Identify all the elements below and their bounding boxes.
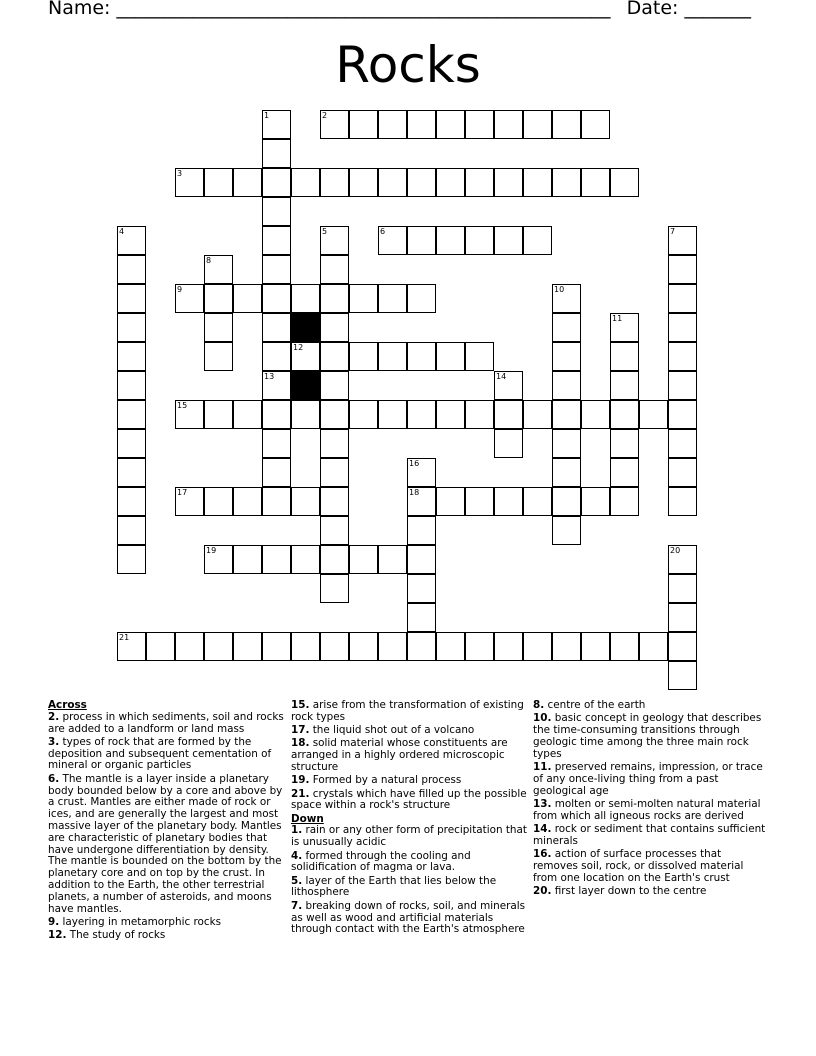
grid-cell[interactable] [610, 429, 639, 458]
grid-block [291, 371, 320, 400]
grid-cell[interactable] [291, 168, 320, 197]
grid-cell[interactable] [320, 342, 349, 371]
clue-text: the liquid shot out of a volcano [312, 724, 475, 737]
grid-cell[interactable] [668, 284, 697, 313]
grid-cell[interactable] [494, 429, 523, 458]
grid-cell[interactable] [233, 545, 262, 574]
clues-column-1 [48, 700, 284, 943]
clue-text: centre of the earth [547, 699, 646, 711]
grid-cell[interactable] [291, 342, 320, 371]
clue-number: 20 [670, 546, 681, 555]
grid-cell[interactable] [378, 342, 407, 371]
grid-cell[interactable] [668, 342, 697, 371]
grid-cell[interactable] [117, 226, 146, 255]
grid-cell[interactable] [523, 168, 552, 197]
grid-cell[interactable] [378, 545, 407, 574]
name-blank[interactable]: ____________________________________________________ [116, 0, 611, 19]
grid-cell[interactable] [262, 342, 291, 371]
grid-cell[interactable] [407, 487, 436, 516]
across-clue [291, 738, 527, 773]
clue-text: The mantle is a layer inside a planetary body bounded below by a core and above by a crust. Mantles are either made of rock or ices, and are generally the largest and most massive layer of the planetary body. Mantles are characteristic of planetary bodies that have undergone differentiation by density. The mantle is bounded on the bottom by the planetary core and on top by the crust. In addition to the Earth, the other terrestrial planets, a number of asteroids, and moons have mantles. [48, 772, 283, 915]
clue-number: 13 [264, 372, 275, 381]
grid-cell[interactable] [436, 632, 465, 661]
grid-cell[interactable] [465, 487, 494, 516]
clue-text: arise from the transformation of existing rock types [291, 699, 524, 723]
grid-cell[interactable] [320, 168, 349, 197]
grid-cell[interactable] [581, 110, 610, 139]
grid-cell[interactable] [320, 458, 349, 487]
grid-cell[interactable] [175, 487, 204, 516]
grid-cell[interactable] [436, 168, 465, 197]
grid-cell[interactable] [233, 400, 262, 429]
grid-cell[interactable] [610, 168, 639, 197]
grid-cell[interactable] [117, 255, 146, 284]
clue-text: solid material whose constituents are arranged in a highly ordered microscopic structure [291, 737, 508, 773]
date-blank[interactable]: _______ [684, 0, 751, 19]
grid-cell[interactable] [320, 226, 349, 255]
grid-cell[interactable] [320, 574, 349, 603]
down-clue [533, 886, 769, 898]
grid-cell[interactable] [668, 545, 697, 574]
clue-number: 7 [670, 227, 676, 236]
grid-cell[interactable] [378, 400, 407, 429]
clue-num: 15. [291, 699, 310, 711]
grid-cell[interactable] [320, 632, 349, 661]
grid-cell[interactable] [552, 110, 581, 139]
grid-cell[interactable] [117, 400, 146, 429]
clue-text: layering in metamorphic rocks [62, 915, 222, 928]
grid-cell[interactable] [407, 458, 436, 487]
across-clue [291, 725, 527, 737]
down-clue [291, 825, 527, 849]
grid-cell[interactable] [233, 632, 262, 661]
grid-cell[interactable] [204, 284, 233, 313]
grid-cell[interactable] [320, 429, 349, 458]
clue-number: 4 [119, 227, 125, 236]
clue-num: 3. [48, 735, 60, 748]
grid-cell[interactable] [407, 342, 436, 371]
grid-cell[interactable] [581, 168, 610, 197]
grid-cell[interactable] [320, 487, 349, 516]
grid-cell[interactable] [436, 342, 465, 371]
grid-cell[interactable] [552, 284, 581, 313]
grid-cell[interactable] [436, 487, 465, 516]
grid-cell[interactable] [117, 371, 146, 400]
down-clue [291, 876, 527, 900]
grid-cell[interactable] [552, 342, 581, 371]
grid-cell[interactable] [175, 168, 204, 197]
grid-cell[interactable] [262, 429, 291, 458]
clue-number: 10 [554, 285, 565, 294]
grid-cell[interactable] [117, 632, 146, 661]
clue-text: types of rock that are formed by the deposition and subsequent cementation of mineral or organic particles [48, 735, 272, 772]
grid-cell[interactable] [668, 661, 697, 690]
grid-cell[interactable] [465, 342, 494, 371]
grid-cell[interactable] [668, 458, 697, 487]
across-clue [48, 737, 284, 772]
clue-num: 10. [533, 712, 552, 725]
grid-cell[interactable] [349, 545, 378, 574]
grid-cell[interactable] [204, 632, 233, 661]
clue-number: 17 [177, 488, 188, 497]
grid-cell[interactable] [262, 371, 291, 400]
grid-cell[interactable] [262, 400, 291, 429]
grid-cell[interactable] [117, 487, 146, 516]
grid-cell[interactable] [204, 487, 233, 516]
grid-cell[interactable] [668, 574, 697, 603]
clue-number: 1 [264, 111, 270, 120]
grid-cell[interactable] [407, 168, 436, 197]
grid-cell[interactable] [465, 400, 494, 429]
grid-cell[interactable] [291, 400, 320, 429]
clue-number: 21 [119, 633, 130, 642]
grid-cell[interactable] [436, 110, 465, 139]
down-clue [533, 700, 769, 712]
grid-cell[interactable] [407, 632, 436, 661]
grid-cell[interactable] [668, 226, 697, 255]
clue-num: 20. [533, 884, 552, 897]
grid-cell[interactable] [668, 400, 697, 429]
grid-cell[interactable] [668, 313, 697, 342]
grid-cell[interactable] [494, 371, 523, 400]
clue-text: breaking down of rocks, soil, and minerals as well as wood and artificial materials through contact with the Earth's atmosphere [291, 899, 526, 936]
clue-number: 14 [496, 372, 507, 381]
clue-num: 13. [533, 797, 552, 810]
grid-cell[interactable] [581, 400, 610, 429]
clue-text: molten or semi-molten natural material from which all igneous rocks are derived [533, 797, 761, 822]
grid-cell[interactable] [494, 400, 523, 429]
grid-cell[interactable] [349, 342, 378, 371]
grid-cell[interactable] [262, 168, 291, 197]
puzzle-title: Rocks [335, 36, 481, 94]
clue-num: 4. [291, 849, 303, 862]
clue-text: formed through the cooling and solidification of magma or lava. [291, 849, 471, 874]
clue-num: 5. [291, 874, 303, 887]
grid-cell[interactable] [262, 284, 291, 313]
grid-cell[interactable] [610, 400, 639, 429]
grid-cell[interactable] [407, 110, 436, 139]
grid-cell[interactable] [639, 632, 668, 661]
clue-number: 9 [177, 285, 183, 294]
clue-number: 5 [322, 227, 328, 236]
across-clue [291, 700, 527, 724]
grid-cell[interactable] [552, 371, 581, 400]
grid-cell[interactable] [204, 545, 233, 574]
grid-cell[interactable] [349, 284, 378, 313]
grid-cell[interactable] [436, 400, 465, 429]
grid-cell[interactable] [349, 632, 378, 661]
grid-cell[interactable] [233, 284, 262, 313]
grid-cell[interactable] [494, 487, 523, 516]
grid-cell[interactable] [465, 168, 494, 197]
grid-cell[interactable] [581, 487, 610, 516]
grid-cell[interactable] [552, 632, 581, 661]
grid-cell[interactable] [262, 313, 291, 342]
grid-cell[interactable] [349, 168, 378, 197]
grid-cell[interactable] [407, 400, 436, 429]
clues-column-2 [291, 700, 527, 938]
clue-num: 18. [291, 737, 310, 750]
across-clue [48, 774, 284, 916]
grid-cell[interactable] [668, 371, 697, 400]
grid-cell[interactable] [523, 110, 552, 139]
grid-cell[interactable] [349, 110, 378, 139]
grid-cell[interactable] [349, 400, 378, 429]
grid-cell[interactable] [262, 487, 291, 516]
clue-num: 9. [48, 915, 60, 928]
grid-cell[interactable] [494, 632, 523, 661]
grid-cell[interactable] [552, 458, 581, 487]
grid-cell[interactable] [378, 168, 407, 197]
grid-cell[interactable] [146, 632, 175, 661]
grid-cell[interactable] [436, 226, 465, 255]
across-clue [48, 712, 284, 736]
clue-text: rock or sediment that contains sufficient minerals [533, 822, 766, 847]
grid-cell[interactable] [175, 284, 204, 313]
clue-number: 18 [409, 488, 420, 497]
clue-heading: Across [48, 699, 87, 711]
clue-num: 21. [291, 787, 310, 800]
grid-cell[interactable] [262, 255, 291, 284]
grid-cell[interactable] [494, 226, 523, 255]
clue-text: first layer down to the centre [554, 884, 707, 897]
grid-cell[interactable] [407, 284, 436, 313]
grid-cell[interactable] [610, 342, 639, 371]
grid-cell[interactable] [494, 110, 523, 139]
grid-cell[interactable] [262, 197, 291, 226]
grid-cell[interactable] [262, 458, 291, 487]
grid-cell[interactable] [668, 429, 697, 458]
clue-text: basic concept in geology that describes the time-consuming transitions through geologic time among the three main rock types [533, 712, 762, 760]
grid-cell[interactable] [117, 313, 146, 342]
clue-text: Formed by a natural process [312, 774, 462, 787]
clue-text: preserved remains, impression, or trace of any once-living thing from a past geological age [533, 760, 763, 797]
grid-cell[interactable] [262, 110, 291, 139]
grid-cell[interactable] [291, 487, 320, 516]
clue-num: 11. [533, 760, 552, 773]
grid-cell[interactable] [117, 458, 146, 487]
grid-cell[interactable] [233, 487, 262, 516]
clue-num: 19. [291, 774, 310, 787]
grid-cell[interactable] [262, 139, 291, 168]
across-clue [291, 775, 527, 787]
grid-cell[interactable] [204, 168, 233, 197]
clue-num: 12. [48, 929, 67, 942]
clue-text: crystals which have filled up the possible space within a rock's structure [291, 787, 527, 812]
grid-cell[interactable] [117, 545, 146, 574]
grid-cell[interactable] [610, 371, 639, 400]
grid-cell[interactable] [117, 516, 146, 545]
grid-cell[interactable] [378, 110, 407, 139]
clue-heading: Down [291, 812, 324, 825]
clue-number: 2 [322, 111, 328, 120]
clue-number: 6 [380, 227, 386, 236]
grid-cell[interactable] [378, 226, 407, 255]
grid-cell[interactable] [175, 632, 204, 661]
grid-cell[interactable] [523, 226, 552, 255]
grid-cell[interactable] [610, 313, 639, 342]
grid-cell[interactable] [668, 255, 697, 284]
clue-number: 8 [206, 256, 212, 265]
clue-num: 2. [48, 710, 60, 723]
grid-cell[interactable] [552, 516, 581, 545]
grid-cell[interactable] [668, 487, 697, 516]
grid-cell[interactable] [581, 632, 610, 661]
name-label: Name: [48, 0, 111, 19]
grid-cell[interactable] [320, 110, 349, 139]
grid-cell[interactable] [291, 545, 320, 574]
grid-cell[interactable] [320, 313, 349, 342]
grid-cell[interactable] [320, 284, 349, 313]
grid-cell[interactable] [552, 168, 581, 197]
grid-cell[interactable] [262, 226, 291, 255]
grid-cell[interactable] [291, 284, 320, 313]
grid-cell[interactable] [407, 545, 436, 574]
across-clue [48, 917, 284, 929]
grid-cell[interactable] [320, 400, 349, 429]
grid-cell[interactable] [262, 545, 291, 574]
down-clue [533, 713, 769, 760]
grid-cell[interactable] [610, 458, 639, 487]
clue-num: 6. [48, 772, 60, 785]
clue-text: layer of the Earth that lies below the lithosphere [291, 874, 497, 899]
clue-num: 7. [291, 899, 303, 912]
grid-cell[interactable] [407, 516, 436, 545]
grid-cell[interactable] [523, 632, 552, 661]
down-clue [291, 851, 527, 875]
grid-cell[interactable] [117, 342, 146, 371]
grid-cell[interactable] [552, 313, 581, 342]
grid-cell[interactable] [552, 429, 581, 458]
grid-cell[interactable] [378, 632, 407, 661]
grid-cell[interactable] [117, 429, 146, 458]
clue-num: 16. [533, 848, 552, 861]
grid-cell[interactable] [407, 603, 436, 632]
clue-number: 19 [206, 546, 217, 555]
grid-cell[interactable] [465, 632, 494, 661]
grid-cell[interactable] [320, 255, 349, 284]
grid-cell[interactable] [610, 632, 639, 661]
clue-text: The study of rocks [69, 929, 166, 942]
clue-number: 16 [409, 459, 420, 468]
clue-number: 12 [293, 343, 304, 352]
grid-cell[interactable] [552, 400, 581, 429]
grid-cell[interactable] [465, 226, 494, 255]
clue-text: process in which sediments, soil and rocks are added to a landform or land mass [48, 710, 284, 735]
clue-number: 11 [612, 314, 623, 323]
grid-cell[interactable] [204, 255, 233, 284]
grid-block [291, 313, 320, 342]
down-clue [533, 799, 769, 823]
clue-number: 15 [177, 401, 188, 410]
date-label: Date: [626, 0, 679, 19]
grid-cell[interactable] [639, 400, 668, 429]
clues-column-3 [533, 700, 769, 899]
grid-cell[interactable] [175, 400, 204, 429]
grid-cell[interactable] [552, 487, 581, 516]
down-clue [533, 824, 769, 848]
clue-num: 14. [533, 822, 552, 835]
down-clue [533, 849, 769, 884]
clue-number: 3 [177, 169, 183, 178]
grid-cell[interactable] [320, 545, 349, 574]
grid-cell[interactable] [668, 603, 697, 632]
clue-num: 8. [533, 699, 545, 711]
grid-cell[interactable] [204, 400, 233, 429]
grid-cell[interactable] [204, 313, 233, 342]
grid-cell[interactable] [523, 400, 552, 429]
clue-text: action of surface processes that removes soil, rock, or dissolved material from one location on the Earth's crust [533, 848, 744, 884]
grid-cell[interactable] [378, 284, 407, 313]
grid-cell[interactable] [291, 632, 320, 661]
grid-cell[interactable] [262, 632, 291, 661]
clue-text: rain or any other form of precipitation that is unusually acidic [291, 824, 527, 849]
grid-cell[interactable] [610, 487, 639, 516]
across-clue [48, 930, 284, 942]
grid-cell[interactable] [320, 516, 349, 545]
grid-cell[interactable] [523, 487, 552, 516]
clue-num: 17. [291, 724, 310, 737]
grid-cell[interactable] [117, 284, 146, 313]
across-clue [291, 789, 527, 813]
clue-num: 1. [291, 824, 303, 837]
down-clue [533, 762, 769, 797]
grid-cell[interactable] [407, 574, 436, 603]
grid-cell[interactable] [494, 168, 523, 197]
down-clue [291, 901, 527, 936]
grid-cell[interactable] [320, 371, 349, 400]
grid-cell[interactable] [465, 110, 494, 139]
grid-cell[interactable] [407, 226, 436, 255]
grid-cell[interactable] [233, 168, 262, 197]
grid-cell[interactable] [668, 632, 697, 661]
grid-cell[interactable] [204, 342, 233, 371]
